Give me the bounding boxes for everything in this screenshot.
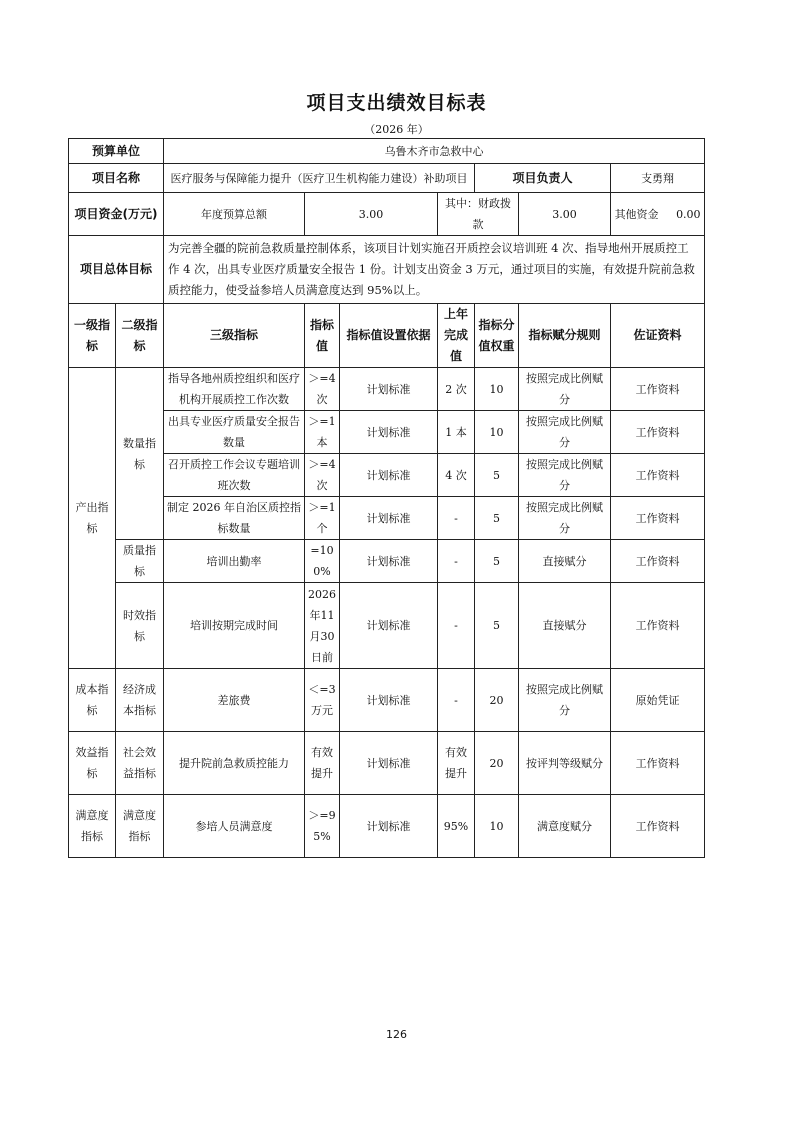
scoring-rule: 按照完成比例赋分 xyxy=(519,368,611,411)
level1-output: 产出指标 xyxy=(69,368,116,669)
project-name-value: 医疗服务与保障能力提升（医疗卫生机构能力建设）补助项目 xyxy=(164,164,475,193)
previous-value: - xyxy=(438,540,475,583)
indicator-basis: 计划标准 xyxy=(340,669,438,732)
indicator-basis: 计划标准 xyxy=(340,732,438,795)
project-funds-label: 项目资金(万元) xyxy=(69,193,164,236)
indicator-name: 制定 2026 年自治区质控指标数量 xyxy=(164,497,305,540)
indicator-name: 提升院前急救质控能力 xyxy=(164,732,305,795)
project-lead-value: 支勇翔 xyxy=(611,164,705,193)
level2-social-benefit: 社会效益指标 xyxy=(116,732,164,795)
indicator-value: =100% xyxy=(305,540,340,583)
indicator-weight: 20 xyxy=(475,669,519,732)
indicator-basis: 计划标准 xyxy=(340,368,438,411)
header-cell: 二级指标 xyxy=(116,304,164,368)
project-funds-row xyxy=(69,193,705,236)
evidence: 工作资料 xyxy=(611,732,705,795)
indicator-basis: 计划标准 xyxy=(340,411,438,454)
scoring-rule: 按评判等级赋分 xyxy=(519,732,611,795)
indicator-weight: 20 xyxy=(475,732,519,795)
header-cell: 上年完成值 xyxy=(438,304,475,368)
header-cell: 三级指标 xyxy=(164,304,305,368)
indicator-weight: 10 xyxy=(475,411,519,454)
fiscal-label: 其中：财政拨款 xyxy=(438,193,519,236)
table-row xyxy=(69,454,705,497)
indicator-weight: 10 xyxy=(475,368,519,411)
previous-value: 有效提升 xyxy=(438,732,475,795)
budget-unit-row xyxy=(69,139,705,164)
budget-unit-label: 预算单位 xyxy=(69,139,164,164)
table-row xyxy=(69,540,705,583)
indicator-value: ＞=4次 xyxy=(305,454,340,497)
annual-budget-label: 年度预算总额 xyxy=(164,193,305,236)
indicator-weight: 5 xyxy=(475,583,519,669)
indicator-name: 培训出勤率 xyxy=(164,540,305,583)
indicator-name: 指导各地州质控组织和医疗机构开展质控工作次数 xyxy=(164,368,305,411)
level1-satisfaction: 满意度指标 xyxy=(69,795,116,858)
scoring-rule: 按照完成比例赋分 xyxy=(519,411,611,454)
indicator-name: 培训按期完成时间 xyxy=(164,583,305,669)
annual-budget-value: 3.00 xyxy=(305,193,438,236)
indicator-value: 2026年11月30日前 xyxy=(305,583,340,669)
indicator-basis: 计划标准 xyxy=(340,454,438,497)
scoring-rule: 直接赋分 xyxy=(519,583,611,669)
indicator-name: 差旅费 xyxy=(164,669,305,732)
level1-cost: 成本指标 xyxy=(69,669,116,732)
level2-satisfaction: 满意度指标 xyxy=(116,795,164,858)
other-funds-value: 0.00 xyxy=(676,207,701,221)
scoring-rule: 满意度赋分 xyxy=(519,795,611,858)
indicator-value: ＜=3万元 xyxy=(305,669,340,732)
indicator-weight: 10 xyxy=(475,795,519,858)
table-row xyxy=(69,497,705,540)
fiscal-value: 3.00 xyxy=(519,193,611,236)
evidence: 工作资料 xyxy=(611,454,705,497)
evidence: 工作资料 xyxy=(611,795,705,858)
previous-value: - xyxy=(438,669,475,732)
level1-benefit: 效益指标 xyxy=(69,732,116,795)
other-funds-label: 其他资金 xyxy=(614,207,659,221)
project-lead-label: 项目负责人 xyxy=(475,164,611,193)
header-cell: 指标分值权重 xyxy=(475,304,519,368)
evidence: 原始凭证 xyxy=(611,669,705,732)
indicator-name: 出具专业医疗质量安全报告数量 xyxy=(164,411,305,454)
indicator-weight: 5 xyxy=(475,540,519,583)
indicator-value: 有效提升 xyxy=(305,732,340,795)
performance-table xyxy=(68,138,705,858)
level2-quantity: 数量指标 xyxy=(116,368,164,540)
table-row xyxy=(69,669,705,732)
overall-goal-row xyxy=(69,236,705,304)
overall-goal-label: 项目总体目标 xyxy=(69,236,164,304)
level2-quality: 质量指标 xyxy=(116,540,164,583)
indicator-name: 召开质控工作会议专题培训班次数 xyxy=(164,454,305,497)
level2-timeliness: 时效指标 xyxy=(116,583,164,669)
page-number: 126 xyxy=(386,1028,407,1041)
table-row xyxy=(69,795,705,858)
evidence: 工作资料 xyxy=(611,411,705,454)
indicator-weight: 5 xyxy=(475,497,519,540)
page-title: 项目支出绩效目标表 xyxy=(306,92,487,114)
header-cell: 指标赋分规则 xyxy=(519,304,611,368)
table-row xyxy=(69,411,705,454)
project-name-label: 项目名称 xyxy=(69,164,164,193)
budget-unit-value: 乌鲁木齐市急救中心 xyxy=(164,139,705,164)
other-funds-cell xyxy=(611,193,705,236)
previous-value: - xyxy=(438,497,475,540)
scoring-rule: 直接赋分 xyxy=(519,540,611,583)
table-row xyxy=(69,368,705,411)
evidence: 工作资料 xyxy=(611,583,705,669)
header-cell: 佐证资料 xyxy=(611,304,705,368)
header-row xyxy=(69,304,705,368)
indicator-basis: 计划标准 xyxy=(340,583,438,669)
header-cell: 一级指标 xyxy=(69,304,116,368)
indicator-basis: 计划标准 xyxy=(340,540,438,583)
evidence: 工作资料 xyxy=(611,540,705,583)
overall-goal-text: 为完善全疆的院前急救质量控制体系，该项目计划实施召开质控会议培训班 4 次、指导地州开展质控工作 4 次，出具专业医疗质量安全报告 1 份。计划支出资金 3 万元，通过项目的实施，有效提升院前急救质控能力，使受益参培人员满意度达到 95%以上。 xyxy=(164,236,705,304)
previous-value: 2 次 xyxy=(438,368,475,411)
indicator-name: 参培人员满意度 xyxy=(164,795,305,858)
indicator-value: ＞=95% xyxy=(305,795,340,858)
evidence: 工作资料 xyxy=(611,497,705,540)
previous-value: - xyxy=(438,583,475,669)
indicator-basis: 计划标准 xyxy=(340,795,438,858)
indicator-weight: 5 xyxy=(475,454,519,497)
previous-value: 1 本 xyxy=(438,411,475,454)
previous-value: 4 次 xyxy=(438,454,475,497)
table-row xyxy=(69,732,705,795)
level2-economic-cost: 经济成本指标 xyxy=(116,669,164,732)
table-row xyxy=(69,583,705,669)
indicator-value: ＞=4次 xyxy=(305,368,340,411)
previous-value: 95% xyxy=(438,795,475,858)
indicator-value: ＞=1个 xyxy=(305,497,340,540)
evidence: 工作资料 xyxy=(611,368,705,411)
indicator-value: ＞=1本 xyxy=(305,411,340,454)
header-cell: 指标值 xyxy=(305,304,340,368)
year-label: （2026 年） xyxy=(364,123,429,136)
project-name-row xyxy=(69,164,705,193)
scoring-rule: 按照完成比例赋分 xyxy=(519,454,611,497)
scoring-rule: 按照完成比例赋分 xyxy=(519,669,611,732)
header-cell: 指标值设置依据 xyxy=(340,304,438,368)
indicator-basis: 计划标准 xyxy=(340,497,438,540)
scoring-rule: 按照完成比例赋分 xyxy=(519,497,611,540)
